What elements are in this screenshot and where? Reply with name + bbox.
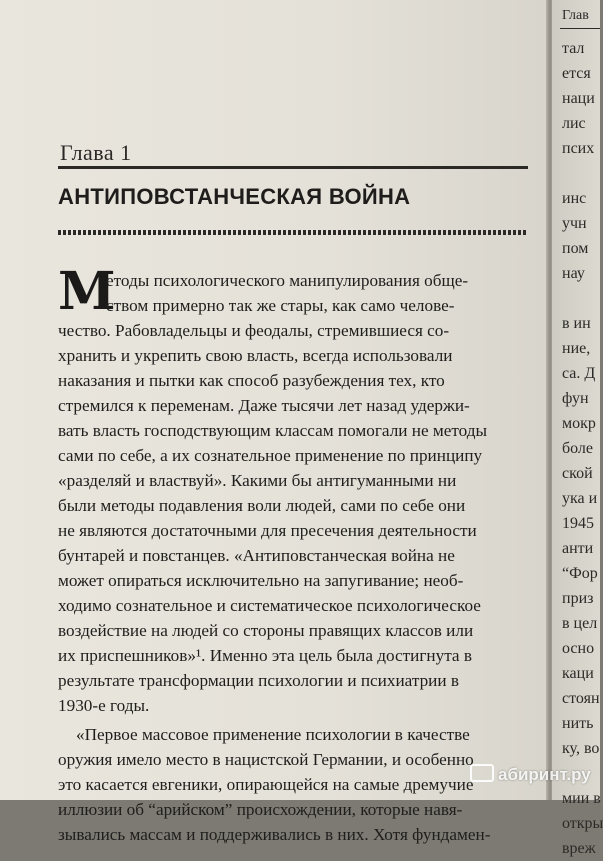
text-line: «Первое массовое применение психологии в качестве xyxy=(76,725,470,744)
right-page-line: лис xyxy=(562,115,586,132)
right-page-line: в ин xyxy=(562,315,591,332)
right-page-line: откры xyxy=(562,815,603,832)
right-page-line: ется xyxy=(562,65,591,82)
right-page-line: мии в xyxy=(562,790,601,807)
chapter-rule xyxy=(58,166,528,169)
right-page-line: “Фор xyxy=(562,565,598,582)
dotted-divider xyxy=(58,230,528,235)
right-page-line xyxy=(562,286,603,311)
right-page-line: инс xyxy=(562,190,587,207)
text-line: етоды психологического манипулирования обще- xyxy=(106,271,469,290)
paragraph-2 xyxy=(58,722,508,847)
right-page-line: нить xyxy=(562,715,594,732)
right-page-line: тал xyxy=(562,40,585,57)
right-page-line: са. Д xyxy=(562,365,596,382)
right-page-line: приз xyxy=(562,590,594,607)
text-line: хранить и укрепить свою власть, всегда использовали xyxy=(58,346,453,365)
text-line: оружия имело место в нацистской Германии, и особенно xyxy=(58,750,474,769)
right-page-line: в цел xyxy=(562,615,598,632)
text-line: «разделяй и властвуй». Какими бы антигуманными ни xyxy=(58,471,457,490)
right-page-line: ние, xyxy=(562,340,591,357)
text-line: стремился к переменам. Даже тысячи лет назад удержи- xyxy=(58,396,470,415)
text-line: ходимо сознательное и систематическое психологическое xyxy=(58,596,481,615)
watermark xyxy=(470,764,591,785)
right-page-line: 1945 xyxy=(562,515,594,532)
chapter-title: АНТИПОВСТАНЧЕСКАЯ ВОЙНА xyxy=(58,184,411,209)
right-page-line: анти xyxy=(562,540,594,557)
text-line: это касается евгеники, опирающейся на самые дремучие xyxy=(58,775,474,794)
watermark-text: абиринт.ру xyxy=(498,765,591,784)
right-page-line: фун xyxy=(562,390,589,407)
right-page-line: вреж xyxy=(562,840,596,857)
right-page-line: стоян xyxy=(562,690,600,707)
right-page-line: нау xyxy=(562,265,585,282)
watermark-logo-icon xyxy=(470,764,494,782)
text-line: 1930-е годы. xyxy=(58,696,150,715)
body-text xyxy=(58,261,508,847)
right-page-line: каци xyxy=(562,665,594,682)
drop-cap: М xyxy=(58,261,116,322)
text-line: чество. Рабовладельцы и феодалы, стремившиеся со- xyxy=(58,321,450,340)
text-line: ством примерно так же стары, как само челове- xyxy=(106,296,455,315)
chapter-label: Глава 1 xyxy=(60,140,132,165)
right-page-line xyxy=(562,161,603,186)
right-page-line: наци xyxy=(562,90,595,107)
right-page-line: ской xyxy=(562,465,593,482)
header-rule xyxy=(560,28,600,29)
right-page-line: мокр xyxy=(562,415,596,432)
text-line: были методы подавления воли людей, сами по себе они xyxy=(58,496,466,515)
text-line: наказания и пытки как способ разубеждения тех, кто xyxy=(58,371,445,390)
right-page-text xyxy=(562,36,603,861)
right-page-line: осно xyxy=(562,640,595,657)
right-page-line: ку, во xyxy=(562,740,600,757)
text-line: не являются достаточными для пресечения деятельности xyxy=(58,521,477,540)
text-line: вать власть господствующим классам помогали не методы xyxy=(58,421,488,440)
right-page-line: пом xyxy=(562,240,589,257)
text-line: бунтарей и повстанцев. «Антиповстанческая война не xyxy=(58,546,455,565)
right-page-line: учн xyxy=(562,215,587,232)
right-page-line: ука и xyxy=(562,490,598,507)
text-line: зывались массам и поддерживались в них. Хотя фундамен- xyxy=(58,825,491,844)
text-line: иллюзии об “арийском” происхождении, которые навя- xyxy=(58,800,463,819)
text-line: их приспешников»¹. Именно эта цель была достигнута в xyxy=(58,646,472,665)
right-page xyxy=(552,0,603,857)
text-line: может опираться исключительно на запугивание; необ- xyxy=(58,571,464,590)
text-line: результате трансформации психологии и психиатрии в xyxy=(58,671,459,690)
right-page-line: псих xyxy=(562,140,595,157)
right-page-line: боле xyxy=(562,440,594,457)
text-line: сами по себе, а их сознательное применение по принципу xyxy=(58,446,483,465)
text-line: воздействие на людей со стороны правящих классов или xyxy=(58,621,474,640)
running-header: Глав xyxy=(562,8,589,23)
